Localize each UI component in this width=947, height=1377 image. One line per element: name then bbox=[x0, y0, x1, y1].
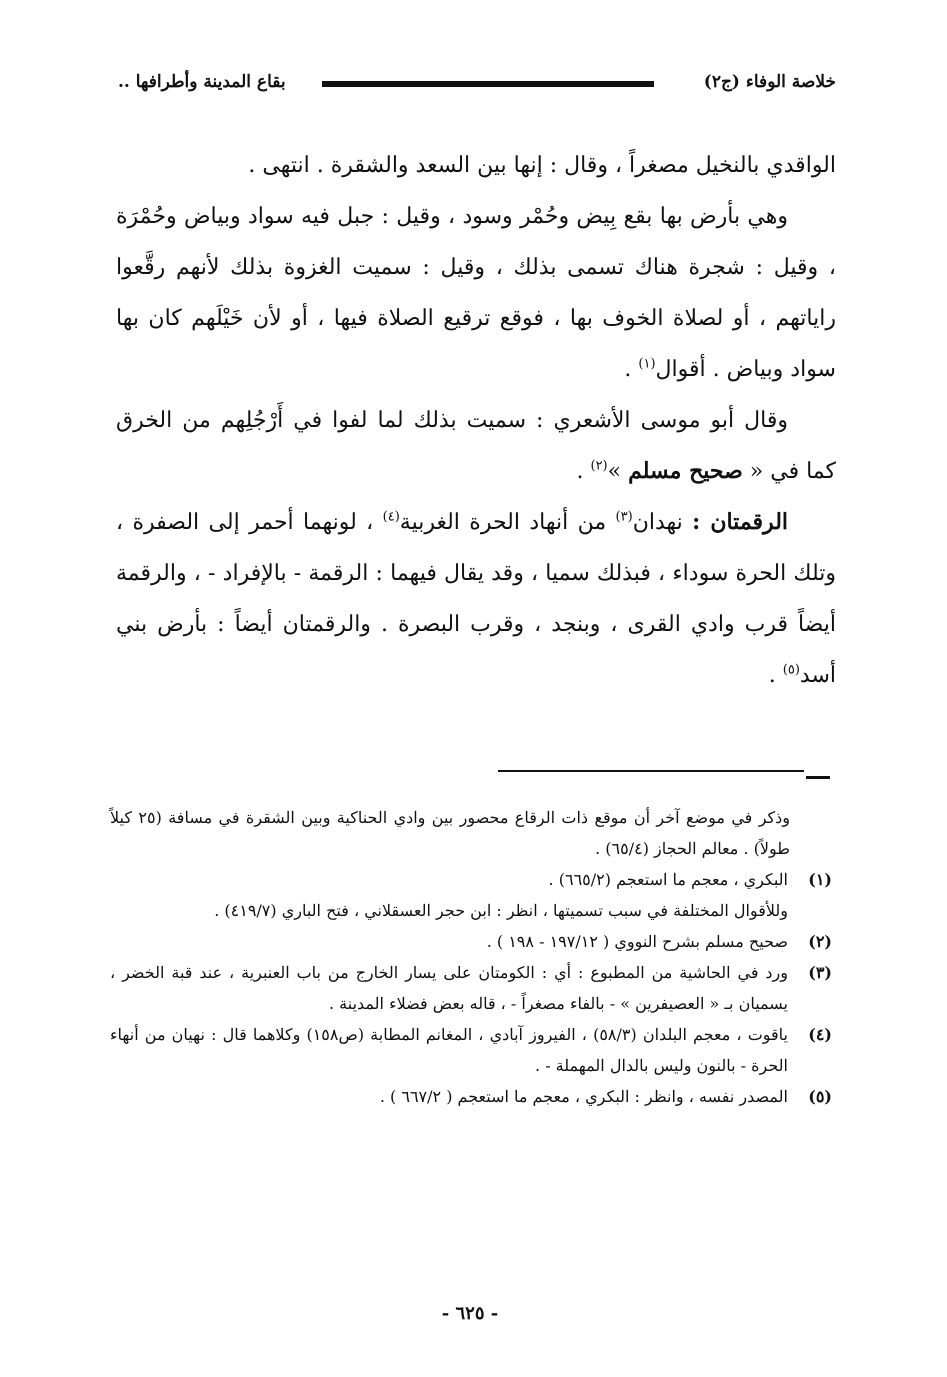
paragraph-4-end: . bbox=[768, 663, 783, 688]
footnote-continuation: وذكر في موضع آخر أن موقع ذات الرقاع محصور بين وادي الحناكية وبين الشقرة في مسافة (٢٥ كيلاً طولاً) . معالم الحجاز (٦٥/٤) . bbox=[110, 808, 791, 858]
page-number: - ٦٢٥ - bbox=[441, 1303, 499, 1324]
footnotes bbox=[110, 802, 832, 1112]
footnote-number: (٥) bbox=[808, 1087, 832, 1106]
footnote-separator bbox=[498, 770, 804, 772]
footnote-text: وللأقوال المختلفة في سبب تسميتها ، انظر : ابن حجر العسقلاني ، فتح الباري (٤١٩/٧) . bbox=[214, 901, 788, 920]
paragraph-3-text: وقال أبو موسى الأشعري : سميت بذلك لما لفوا في أَرْجُلِهم من الخرق كما في « bbox=[116, 408, 836, 484]
book-reference: صحيح مسلم bbox=[628, 458, 743, 484]
footnote-ref-4[interactable]: (٤) bbox=[382, 509, 400, 525]
paragraph-2 bbox=[116, 191, 836, 395]
paragraph-4-text-b: من أنهاد الحرة الغربية bbox=[399, 510, 616, 535]
footnote-text: البكري ، معجم ما استعجم (٦٦٥/٢) . bbox=[548, 870, 788, 889]
paragraph-1-text: الواقدي بالنخيل مصغراً ، وقال : إنها بين السعد والشقرة . انتهى . bbox=[248, 153, 836, 178]
main-text bbox=[116, 140, 836, 701]
footnote-separator-dash bbox=[806, 776, 830, 779]
entry-heading: الرقمتان : bbox=[692, 509, 789, 535]
paragraph-3 bbox=[116, 395, 836, 497]
paragraph-2-text: وهي بأرض بها بقع بِيض وحُمْر وسود ، وقيل : جبل فيه سواد وبياض وحُمْرَة ، وقيل : شجرة هناك تسمى بذلك ، وقيل : سميت الغزوة بذلك لأنهم رقَّعوا راياتهم ، أو لصلاة الخوف بها ، فوقع ترقيع الصلاة فيها ، أو لأن خَيْلَهم كان بها سواد وبياض . أقوال bbox=[116, 204, 836, 382]
footnote-text: ورد في الحاشية من المطبوع : أي : الكومتان على يسار الخارج من باب العنبرية ، عند قبة الخضر ، يسميان بـ « العصيفرين » - بالفاء مصغراً - ، قاله بعض فضلاء المدينة . bbox=[110, 963, 788, 1013]
footnote-text: صحيح مسلم بشرح النووي ( ١٩٧/١٢ - ١٩٨ ) . bbox=[486, 932, 788, 951]
section-title: بقاع المدينة وأطرافها .. bbox=[118, 72, 286, 92]
footnote-ref-2[interactable]: (٢) bbox=[590, 458, 608, 474]
paragraph-4 bbox=[116, 497, 836, 701]
footnote-text: ياقوت ، معجم البلدان (٥٨/٣) ، الفيروز آبادي ، المغانم المطابة (ص١٥٨) وكلاهما قال : نهيان من أنهاء الحرة - بالنون وليس بالدال المهملة - . bbox=[110, 1025, 788, 1075]
footnote-number: (١) bbox=[808, 870, 832, 889]
footnote-ref-3[interactable]: (٣) bbox=[615, 509, 633, 525]
footnote-1 bbox=[110, 864, 832, 895]
quote-close: » bbox=[607, 459, 629, 484]
paragraph-4-text-a: نهدان bbox=[632, 510, 693, 535]
footnote-text: المصدر نفسه ، وانظر : البكري ، معجم ما استعجم ( ٦٦٧/٢ ) . bbox=[379, 1087, 788, 1106]
paragraph-1 bbox=[116, 140, 836, 191]
footnote-2 bbox=[110, 926, 832, 957]
footnote-4 bbox=[110, 1019, 832, 1081]
footnote-ref-5[interactable]: (٥) bbox=[782, 662, 800, 678]
running-header bbox=[118, 72, 836, 98]
header-rule bbox=[322, 81, 654, 87]
footnote-number: (٣) bbox=[808, 963, 832, 982]
footnote-number: (٢) bbox=[808, 932, 832, 951]
paragraph-3-end: . bbox=[576, 459, 591, 484]
paragraph-2-end: . bbox=[624, 357, 639, 382]
footnote-number: (٤) bbox=[808, 1025, 832, 1044]
footnote-1-continued bbox=[110, 895, 832, 926]
footnote-3 bbox=[110, 957, 832, 1019]
paragraph-4-text-c: ، لونهما أحمر إلى الصفرة ، وتلك الحرة سوداء ، فبذلك سميا ، وقد يقال فيهما : الرقمة - بالإفراد - ، والرقمة أيضاً قرب وادي القرى ، وبنجد ، وقرب البصرة . والرقمتان أيضاً : بأرض بني أسد bbox=[116, 510, 836, 688]
footnote-ref-1[interactable]: (١) bbox=[638, 356, 656, 372]
footnote-5 bbox=[110, 1081, 832, 1112]
book-title: خلاصة الوفاء (ج٢) bbox=[703, 72, 836, 92]
